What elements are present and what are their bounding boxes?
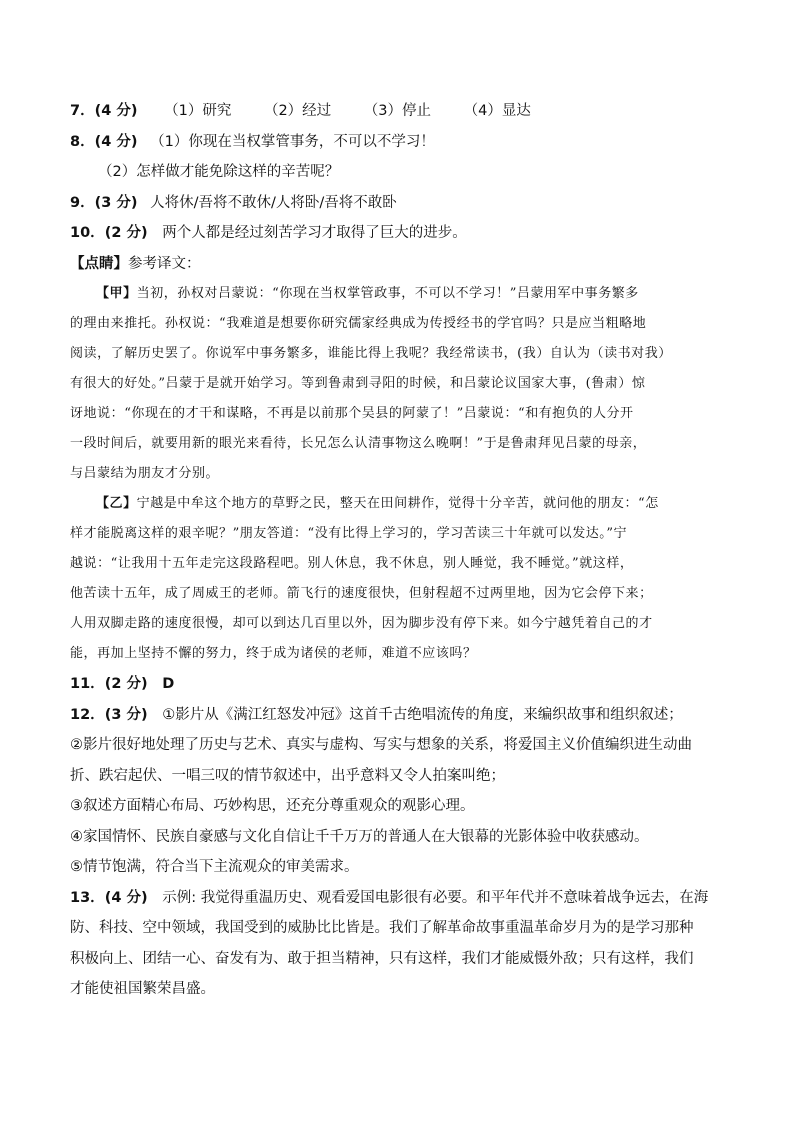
q12-point-2a: ②影片很好地处理了历史与艺术、真实与虚构、写实与想象的关系，将爱国主义价值编织进生动曲 xyxy=(70,737,692,753)
q11-number: 11． xyxy=(70,676,105,692)
q12-point-4: ④家国情怀、民族自豪感与文化自信让千千万万的普通人在大银幕的光影体验中收获感动。 xyxy=(70,828,649,845)
yi-line-3: 越说：“让我用十五年走完这段路程吧。别人休息，我不休息，别人睡觉，我不睡觉。”就这样， xyxy=(70,556,634,571)
q10-score: (2 分) xyxy=(104,225,148,241)
q8-answer-2: （2）怎样做才能免除这样的辛苦呢？ xyxy=(98,164,340,180)
q10-answer: 两个人都是经过刻苦学习才取得了巨大的进步。 xyxy=(162,225,467,241)
q12-number: 12． xyxy=(70,706,105,723)
q12-point-1: ①影片从《满江红怒发冲冠》这首千古绝唱流传的角度，来编织故事和组织叙述； xyxy=(162,706,683,723)
yi-line-1: 【乙】宁越是中牟这个地方的草野之民，整天在田间耕作，觉得十分辛苦，就问他的朋友：“怎 xyxy=(96,496,659,511)
q8-score: (4 分) xyxy=(94,133,138,150)
q12-point-2b: 折、跌宕起伏、一唱三叹的情节叙述中，出乎意料又令人拍案叫绝； xyxy=(70,767,505,784)
q7-item-1: （1）研究 xyxy=(164,103,232,119)
q12-line xyxy=(70,700,730,731)
q9-line xyxy=(70,188,730,219)
q11-line xyxy=(70,669,730,700)
jia-line-1: 【甲】当初，孙权对吕蒙说：“你现在当权掌管政事，不可以不学习！”吕蒙用军中事务繁多 xyxy=(96,286,639,301)
q7-line xyxy=(70,96,730,127)
q13-answer-line-3: 积极向上、团结一心、奋发有为、敢于担当精神，只有这样，我们才能威慑外敌；只有这样，我们 xyxy=(70,950,694,967)
q10-number: 10． xyxy=(70,225,105,241)
jia-line-2: 的理由来推托。孙权说：“我难道是想要你研究儒家经典成为传授经书的学官吗？只是应当粗略地 xyxy=(70,316,647,331)
yi-line-6: 能，再加上坚持不懈的努力，终于成为诸侯的老师，难道不应该吗？ xyxy=(70,646,477,661)
q7-item-2: （2）经过 xyxy=(263,103,332,119)
q7-score: (4 分) xyxy=(94,103,138,119)
q12-point-3: ③叙述方面精心布局、巧妙构思，还充分尊重观众的观影心理。 xyxy=(70,798,475,814)
dianjing-line xyxy=(70,249,730,280)
q7-number: 7． xyxy=(70,103,95,119)
jia-line-7: 与吕蒙结为朋友才分别。 xyxy=(70,466,220,481)
q9-answer: 人将休/吾将不敢休/人将卧/吾将不敢卧 xyxy=(150,194,397,211)
q13-answer-start: 示例: 我觉得重温历史、观看爱国电影很有必要。和平年代并不意味着战争远去，在海 xyxy=(162,889,709,906)
jia-line-3: 阅读，了解历史罢了。你说军中事务繁多，谁能比得上我呢？我经常读书，(我）自认为（读书对我） xyxy=(70,346,672,361)
q13-score: (4 分) xyxy=(104,889,148,906)
translation-yi xyxy=(70,489,730,669)
q13-answer-line-2: 防、科技、空中领域，我国受到的威胁比比皆是。我们了解革命故事重温革命岁月为的是学习那种 xyxy=(70,920,694,936)
q12-point-5: ⑤情节饱满，符合当下主流观众的审美需求。 xyxy=(70,859,359,875)
q8-line xyxy=(70,127,730,158)
answer-document xyxy=(70,96,730,1005)
q7-item-4: （4）显达 xyxy=(463,103,531,119)
yi-tag: 【乙】 xyxy=(96,496,137,511)
jia-line-6: 一段时间后，就要用新的眼光来看待，长兄怎么认清事物这么晚啊！”于是鲁肃拜见吕蒙的母亲， xyxy=(70,436,647,451)
yi-line-4: 他苦读十五年，成了周威王的老师。箭飞行的速度很快，但射程超不过两里地，因为它会停下来； xyxy=(70,586,653,601)
q11-score: (2 分) xyxy=(104,676,148,692)
yi-line-5: 人用双脚走路的速度很慢，却可以到达几百里以外，因为脚步没有停下来。如今宁越凭着自己的才 xyxy=(70,616,653,631)
q9-score: (3 分) xyxy=(94,194,138,211)
q8-number: 8． xyxy=(70,133,95,150)
q9-number: 9． xyxy=(70,194,95,211)
q7-item-3: （3）停止 xyxy=(363,103,432,119)
q10-line xyxy=(70,218,730,249)
q12-score: (3 分) xyxy=(104,706,148,723)
dianjing-text: 参考译文： xyxy=(128,255,201,272)
q8-answer-1: （1）你现在当权掌管事务，不可以不学习！ xyxy=(150,133,435,150)
yi-line-2: 样才能脱离这样的艰辛呢？”朋友答道：“没有比得上学习的，学习苦读三十年就可以发达。”宁 xyxy=(70,526,628,541)
q13-line xyxy=(70,883,730,914)
q13-number: 13． xyxy=(70,889,105,906)
translation-jia xyxy=(70,279,730,489)
q13-answer-line-4: 才能使祖国繁荣昌盛。 xyxy=(70,981,215,997)
jia-line-4: 有很大的好处。”吕蒙于是就开始学习。等到鲁肃到寻阳的时候，和吕蒙论议国家大事，(鲁肃）惊 xyxy=(70,376,646,391)
q11-answer: D xyxy=(162,676,175,692)
dianjing-label: 【点睛】 xyxy=(70,255,128,272)
jia-tag: 【甲】 xyxy=(96,286,137,301)
jia-line-5: 讶地说：“你现在的才干和谋略，不再是以前那个吴县的阿蒙了！”吕蒙说：“和有抱负的人分开 xyxy=(70,406,634,421)
